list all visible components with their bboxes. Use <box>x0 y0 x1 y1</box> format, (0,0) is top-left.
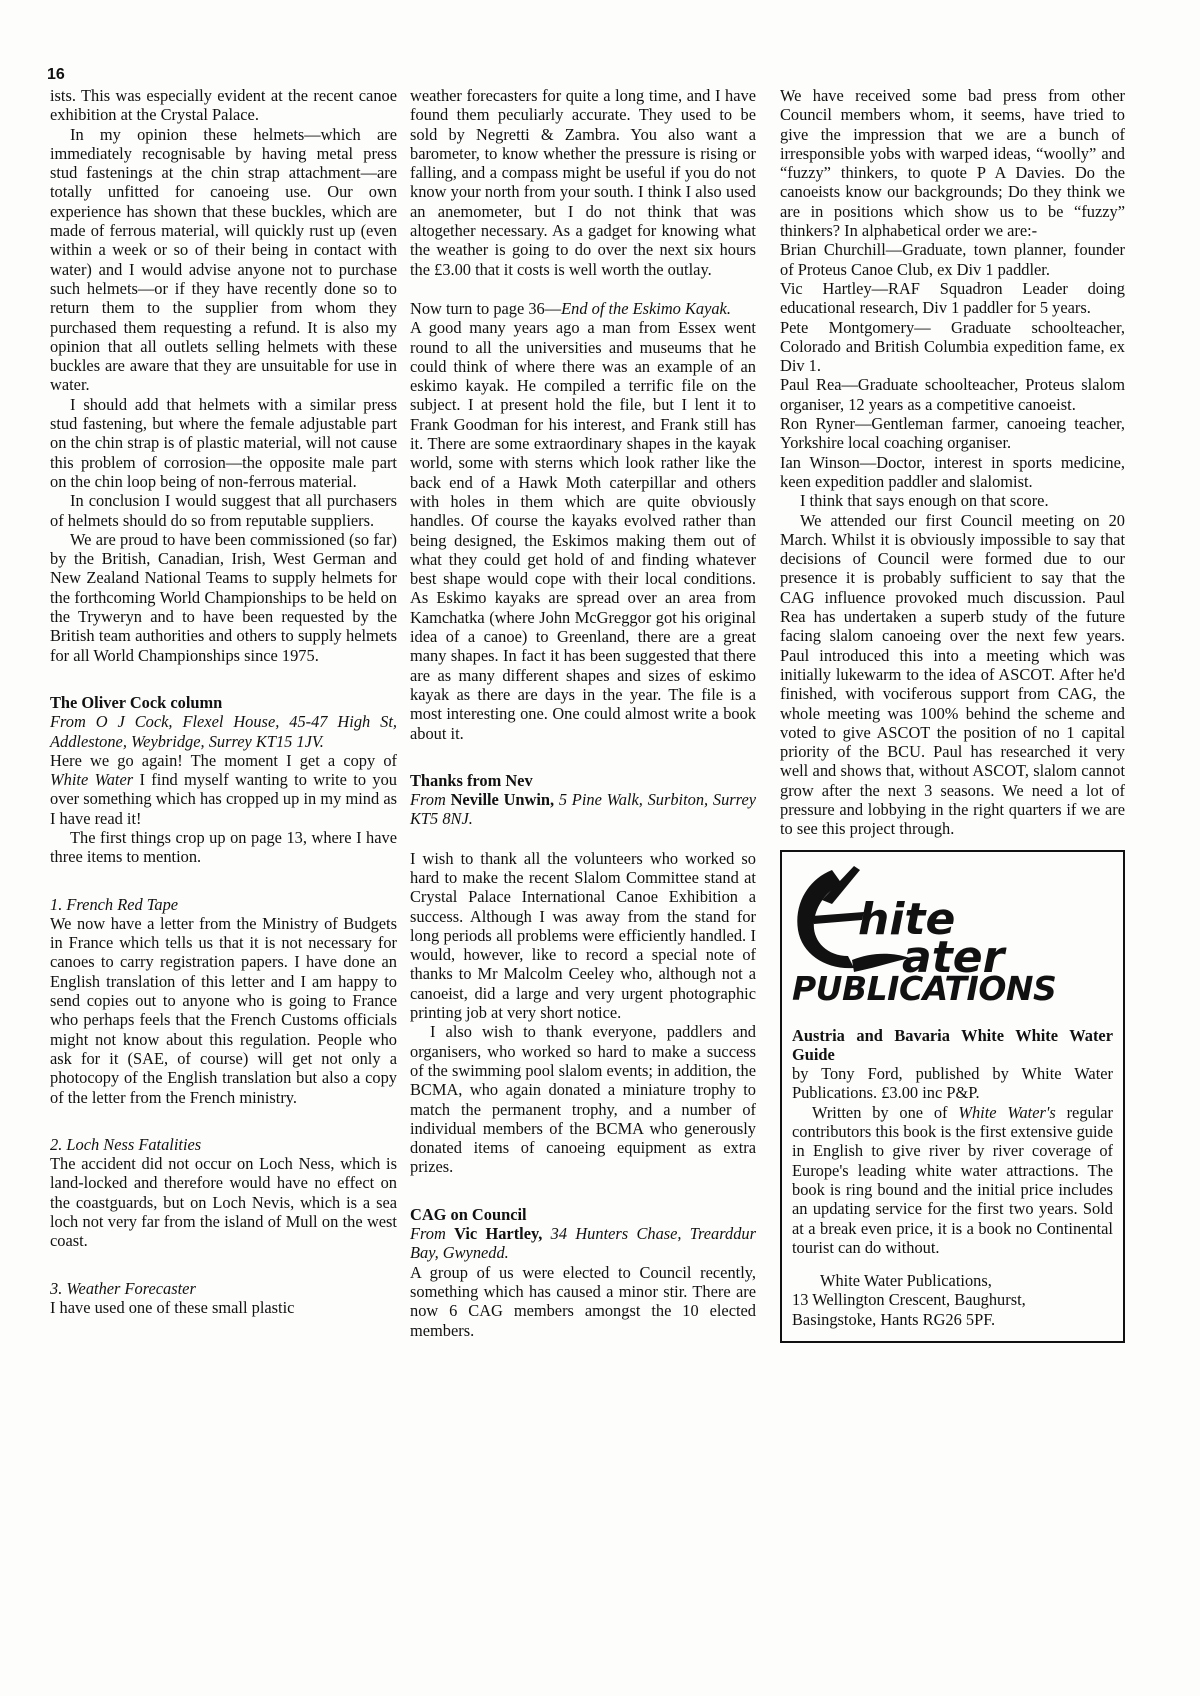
member-entry: Ian Winson—Doctor, interest in sports medicine, keen expedition paddler and slalomist. <box>780 452 1125 491</box>
member-entry: Paul Rea—Graduate schoolteacher, Proteus slalom organiser, 12 years as a competitive canoeist. <box>780 375 1125 414</box>
paragraph: Now turn to page 36—End of the Eskimo Kayak. <box>410 298 731 318</box>
paragraph: weather forecasters for quite a long time, and I have found them peculiarly accurate. They used to be sold by Negretti & Zambra. You also want a barometer, to know whether the pressure is rising or falling, and a compass might be useful if you do not know your north from your south. I think I also used an anemometer, but I do not think that was altogether necessary. As a gadget for knowing what the weather is going to do over the next six hours the £3.00 that it costs is well worth the outlay. <box>410 86 756 279</box>
article-reference: End of the Eskimo Kayak. <box>561 298 731 318</box>
letter-from-line: From O J Cock, Flexel House, 45-47 High St, Addlestone, Weybridge, Surrey KT15 1JV. <box>50 712 397 751</box>
paragraph: ists. This was especially evident at the recent canoe exhibition at the Crystal Palace. <box>50 86 397 125</box>
page-number: 16 <box>47 66 65 83</box>
paragraph: We attended our first Council meeting on 20 March. Whilst it is obviously impossible to say that decisions of Council were formed due to our presence it is probably sufficient to say that the CAG influence provoked much discussion. Paul Rea has undertaken a superb study of the future facing slalom canoeing over the next few years. Paul introduced this into a meeting which was initially lukewarm to the idea of ASCOT. After he'd finished, with vociferous support from CAG, the whole meeting was 100% behind the scheme and voted to give ASCOT the position of no 1 capital priority of the BCU. Paul has researched it very well and shows that, without ASCOT, slalom cannot grow after the next 3 seasons. We need a lot of pressure and lobbying in the right quarters if we are to see this project through. <box>780 510 1125 839</box>
member-entry: Pete Montgomery— Graduate schoolteacher, Colorado and British Columbia expedition fame, ex Div 1. <box>780 317 1125 376</box>
advertisement-box <box>780 850 1125 1343</box>
book-info: by Tony Ford, published by White Water Publications. £3.00 inc P&P. <box>792 1064 1113 1103</box>
paragraph: A good many years ago a man from Essex went round to all the universities and museums that he could think of where there was an example of an eskimo kayak. He compiled a terrific file on the subject. I at present hold the file, but I lent it to Frank Goodman for his interest, and Frank still has it. There are some extraordinary shapes in the kayak world, some with sterns which look rather like the back end of a Hawk Moth caterpillar and others with holes in them which are quite obviously handles. Of course the kayaks evolved rather than being designed, the Eskimos making them out of what they could get hold of and finding whatever best shape would cope with their local conditions. As Eskimo kayaks are spread over an area from Kamchatka (where John McGreggor got his original idea of a canoe) to Greenland, there are a great many shapes. In fact it has been suggested that there are as many different shapes and sizes of eskimo kayak as there are days in the year. The file is a most interesting one. One could almost write a book about it. <box>410 318 756 743</box>
book-description: Written by one of White Water's regular contributors this book is the first extensive guide in English to give river by river coverage of Europe's leading white water attractions. The book is ring bound and the initial price includes an updating service for the first two years. Sold at a break even price, it is a book no Continental tourist can do without. <box>792 1102 1113 1257</box>
letter-from-line: From Neville Unwin, 5 Pine Walk, Surbiton, Surrey KT5 8NJ. <box>410 790 756 829</box>
column-3 <box>780 86 1125 1343</box>
paragraph: The accident did not occur on Loch Ness, which is land-locked and therefore would have no effect on the coastguards, but on Loch Nevis, which is a sea loch not very far from the island of Mull on the west coast. <box>50 1154 397 1251</box>
paragraph: The first things crop up on page 13, where I have three items to mention. <box>50 827 397 867</box>
logo-text-publications: PUBLICATIONS <box>792 968 1057 1008</box>
paragraph: I have used one of these small plastic <box>50 1297 295 1317</box>
white-water-publications-logo <box>792 860 1113 1008</box>
member-entry: Ron Ryner—Gentleman farmer, canoeing teacher, Yorkshire local coaching organiser. <box>780 414 1125 453</box>
column-1 <box>50 86 397 1317</box>
paragraph: We now have a letter from the Ministry of Budgets in France which tells us that it is not necessary for canoes to carry registration papers. I have done an English translation of this letter and I am happy to send copies out to anyone who is going to France who perhaps feels that the French Customs officials might not know about this regulation. People who ask for it (SAE, of course) will get not only a photocopy of the English translation but also a copy of the letter from the French ministry. <box>50 913 397 1107</box>
publisher-address: White Water Publications, 13 Wellington Crescent, Baughurst, Basingstoke, Hants RG26 5PF. <box>792 1271 1026 1329</box>
paragraph: I also wish to thank everyone, paddlers and organisers, who worked so hard to make a success of the swimming pool slalom events; in addition, the BCMA, who again donated a miniature trophy to match the permanent trophy, and a number of individual members of the BCMA who generously donated items of canoeing equipment as extra prizes. <box>410 1022 756 1177</box>
paragraph: In conclusion I would suggest that all purchasers of helmets should do so from reputable suppliers. <box>50 491 397 530</box>
paragraph: In my opinion these helmets—which are immediately recognisable by having metal press stud fastenings at the chin strap attachment—are totally unfitted for canoeing use. Our own experience has shown that these buckles, which are made of ferrous material, will quickly rust up (even within a week or so of their being in contact with water) and I would advise anyone not to purchase such helmets—or if they have recently done so to return them to the supplier from whom they purchased them requesting a refund. It is also my opinion that all outlets selling helmets with these buckles are aware that they are unsuitable for use in water. <box>50 124 397 395</box>
paragraph: I think that says enough on that score. <box>800 491 1049 511</box>
logo-text-ater: ater <box>902 931 1005 983</box>
letter-from-line: From Vic Hartley, 34 Hunters Chase, Trearddur Bay, Gwynedd. <box>410 1224 756 1263</box>
paragraph: Here we go again! The moment I get a copy of White Water I find myself wanting to write to you over something which has cropped up in my mind as I have read it! <box>50 750 397 828</box>
column-2 <box>410 86 756 1340</box>
item-title: 2. Loch Ness Fatalities <box>50 1134 202 1154</box>
paragraph: I wish to thank all the volunteers who worked so hard to make the recent Slalom Committee stand at Crystal Palace International Canoe Exhibition a success. Although I was away from the stand for long periods all problems were efficiently handled. I would, however, like to record a special note of thanks to Mr Malcolm Ceeley who, although not a canoeist, did a large and very urgent photographic printing job at very short notice. <box>410 848 756 1023</box>
section-heading-oliver-cock: The Oliver Cock column <box>50 692 223 712</box>
book-title: Austria and Bavaria White White Water Guide <box>792 1025 1113 1064</box>
section-heading-cag-on-council: CAG on Council <box>410 1204 527 1224</box>
magazine-title: White Water <box>50 770 134 790</box>
item-title: 3. Weather Forecaster <box>50 1278 196 1298</box>
member-entry: Vic Hartley—RAF Squadron Leader doing educational research, Div 1 paddler for 5 years. <box>780 278 1125 318</box>
paragraph: We have received some bad press from other Council members whom, it seems, have tried to give the impression that we are a bunch of irresponsible yobs with warped ideas, “woolly” and “fuzzy” thinkers, to quote P A Davies. Do the canoeists know our backgrounds; Do they think we are in positions which show us to be “fuzzy” thinkers? In alphabetical order we are:- <box>780 86 1125 241</box>
paragraph: A group of us were elected to Council recently, something which has caused a minor stir. There are now 6 CAG members amongst the 10 elected members. <box>410 1262 756 1340</box>
item-title: 1. French Red Tape <box>50 894 179 914</box>
paragraph: I should add that helmets with a similar press stud fastening, but where the female adjustable part on the chin strap is of plastic material, will not cause this problem of corrosion—the opposite male part on the chin loop being of non-ferrous material. <box>50 394 397 491</box>
section-heading-thanks-from-nev: Thanks from Nev <box>410 770 533 790</box>
paragraph: We are proud to have been commissioned (so far) by the British, Canadian, Irish, West German and New Zealand National Teams to supply helmets for the forthcoming World Championships to be held on the Tryweryn and to have been requested by the British team authorities and others to supply helmets for all World Championships since 1975. <box>50 529 397 665</box>
logo-text-hite: hite <box>858 893 956 945</box>
member-entry: Brian Churchill—Graduate, town planner, founder of Proteus Canoe Club, ex Div 1 paddler. <box>780 240 1125 279</box>
